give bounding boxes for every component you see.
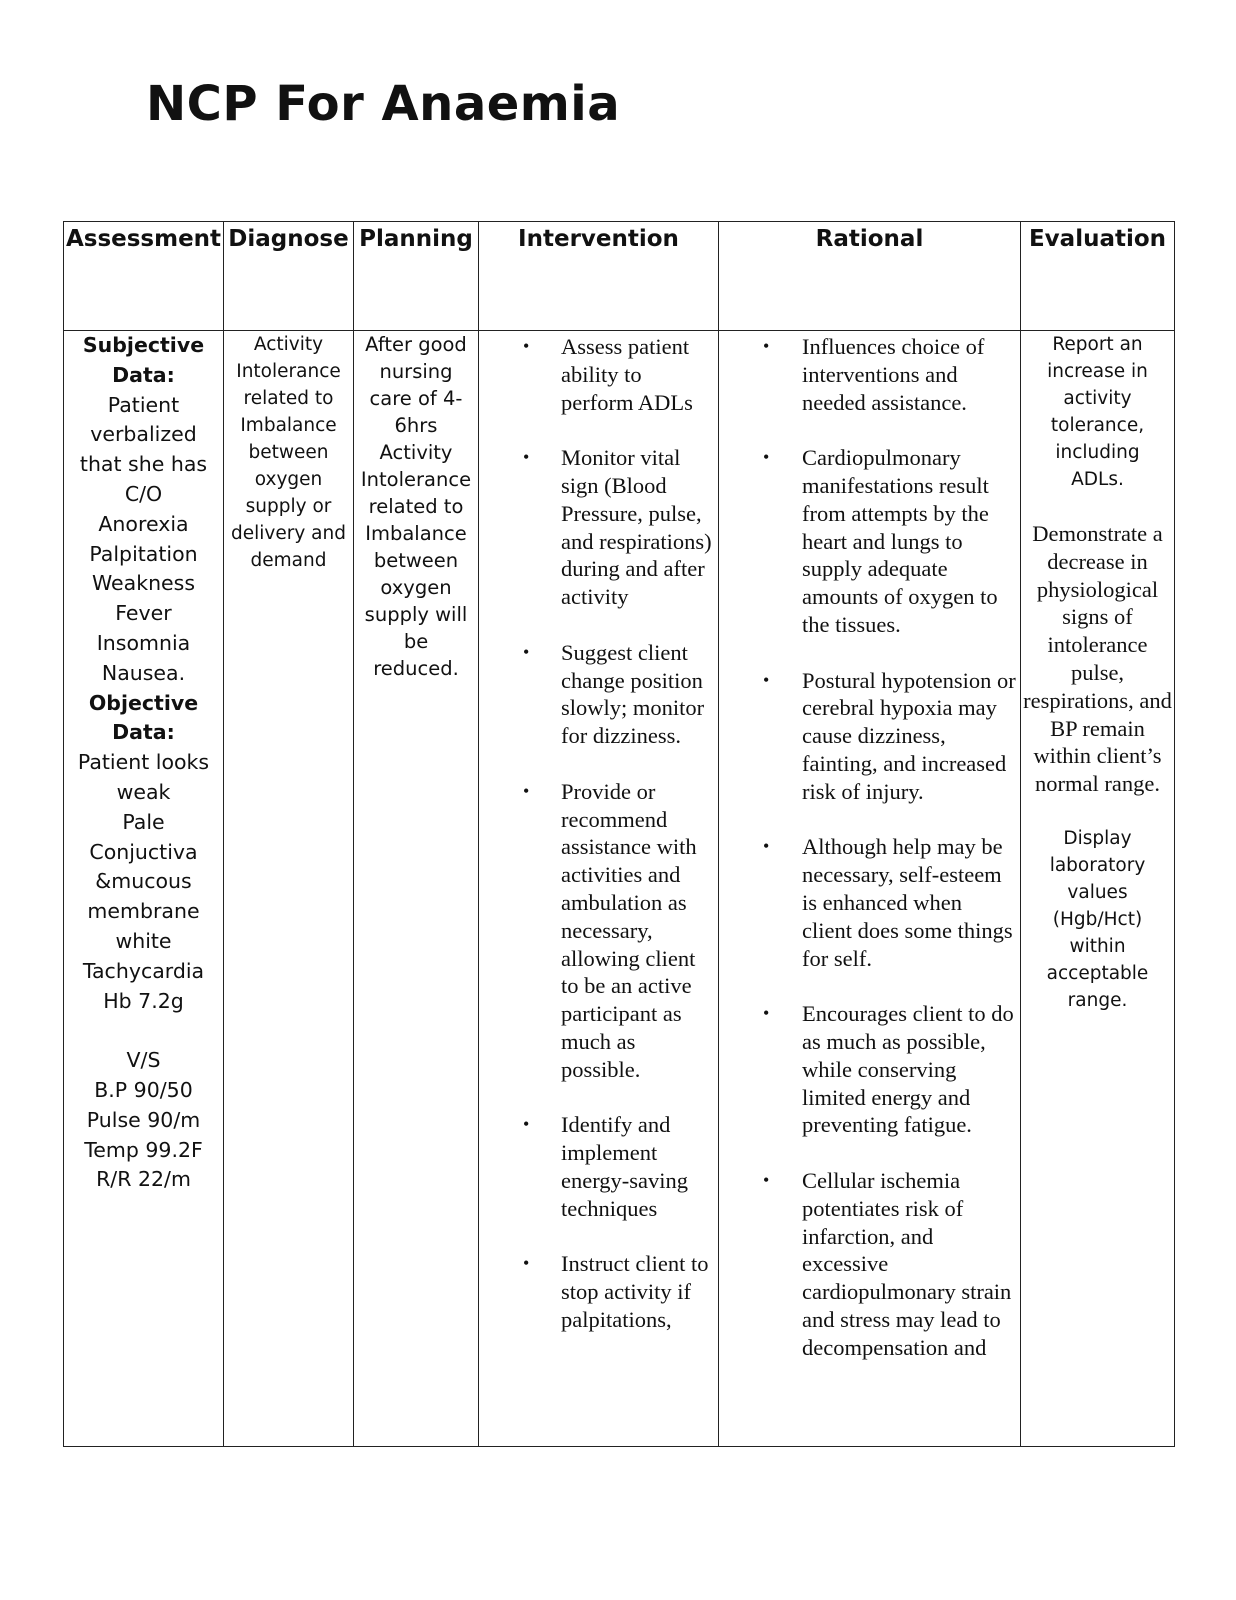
rational-item: • Although help may be necessary, self-esteem is enhanced when client does some things for self. [763,834,1013,971]
evaluation-item-3: Display laboratory values (Hgb/Hct) within acceptable range. [1046,827,1149,1011]
assessment-line: that she has [79,452,208,477]
evaluation-item-2: Demonstrate a decrease in physiological signs of intolerance pulse, respirations, and BP remain within client’s normal range. [1023,521,1172,797]
assessment-line: Hb 7.2g [103,988,184,1013]
header-assessment: Assessment [64,222,224,331]
assessment-line: &mucous [95,869,192,894]
intervention-list [479,331,718,1334]
header-planning: Planning [354,222,479,331]
evaluation-cell [1021,331,1175,1447]
intervention-item: • Identify and implement energy-saving techniques [523,1112,689,1221]
intervention-cell [479,331,719,1447]
page-title: NCP For Anaemia [146,76,621,132]
header-evaluation: Evaluation [1021,222,1175,331]
bullet-icon: • [763,1003,770,1024]
planning-cell [354,331,479,1447]
vitals-line: V/S [126,1048,161,1073]
bullet-icon: • [763,1169,770,1190]
rational-item: • Encourages client to do as much as possible, while conserving limited energy and preventing fatigue. [763,1001,1014,1138]
assessment-line: weak [116,779,171,804]
assessment-line: Conjuctiva [89,839,198,864]
diagnose-cell [224,331,354,1447]
vitals-line: B.P 90/50 [94,1077,193,1102]
assessment-line: Nausea. [101,660,186,685]
assessment-cell [64,331,224,1447]
bullet-icon: • [523,336,530,356]
bullet-icon: • [523,447,530,468]
bullet-icon: • [763,336,770,356]
evaluation-item-1: Report an increase in activity tolerance, including ADLs. [1047,334,1148,490]
assessment-line: Anorexia [98,511,189,536]
assessment-line: Weakness [91,571,196,596]
bullet-icon: • [523,641,530,662]
bullet-icon: • [523,1253,530,1274]
care-plan-table [63,221,1175,1447]
rational-item: • Influences choice of interventions and needed assistance. [763,334,985,415]
header-diagnose: Diagnose [224,222,354,331]
bullet-icon: • [763,669,770,690]
intervention-item: • Suggest client change position slowly; monitor for dizziness. [523,639,705,749]
vitals-line: Pulse 90/m [86,1107,201,1132]
intervention-item: • Assess patient ability to perform ADLs [523,334,693,415]
planning-text: After good nursing care of 4-6hrs Activity Intolerance related to Imbalance between oxygen supply will be reduced. [360,333,472,680]
header-intervention: Intervention [479,222,719,331]
assessment-line: Pale [122,809,165,834]
assessment-line: Insomnia [96,630,191,655]
intervention-item: • Provide or recommend assistance with activities and ambulation as necessary, allowing client to be an active participant as much as possible. [523,778,697,1082]
rational-item: • Postural hypotension or cerebral hypoxia may cause dizziness, fainting, and increased risk of injury. [763,667,1016,804]
rational-item: • Cellular ischemia potentiates risk of infarction, and excessive cardiopulmonary strain and stress may lead to decompensation and [763,1167,1012,1360]
assessment-line: Fever [115,601,172,626]
vitals-line: Temp 99.2F [84,1137,203,1162]
assessment-line: white [115,928,172,953]
rational-list [719,331,1020,1361]
subjective-heading: Subjective Data: [82,333,205,387]
rational-item: • Cardiopulmonary manifestations result from attempts by the heart and lungs to supply adequate amounts of oxygen to the tissues. [763,445,998,637]
bullet-icon: • [763,447,770,468]
intervention-item: • Monitor vital sign (Blood Pressure, pulse, and respirations) during and after activity [523,445,712,610]
objective-heading: Objective Data: [88,690,199,745]
bullet-icon: • [523,1114,530,1135]
rational-cell [719,331,1021,1447]
assessment-line: Patient looks [77,750,210,775]
assessment-line: Tachycardia [82,958,205,983]
vitals-line: R/R 22/m [96,1167,191,1192]
assessment-line: Patient [107,392,180,417]
assessment-line: membrane [87,899,200,924]
assessment-line: verbalized [90,422,197,447]
bullet-icon: • [763,836,770,857]
assessment-line: C/O [124,481,163,506]
header-row [64,222,1175,331]
bullet-icon: • [523,780,530,801]
diagnose-text: Activity Intolerance related to Imbalance between oxygen supply or delivery and demand [231,334,346,571]
intervention-item: • Instruct client to stop activity if palpitations, [523,1251,709,1332]
assessment-line: Palpitation [89,541,198,566]
header-rational: Rational [719,222,1021,331]
plan-row [64,331,1175,1447]
